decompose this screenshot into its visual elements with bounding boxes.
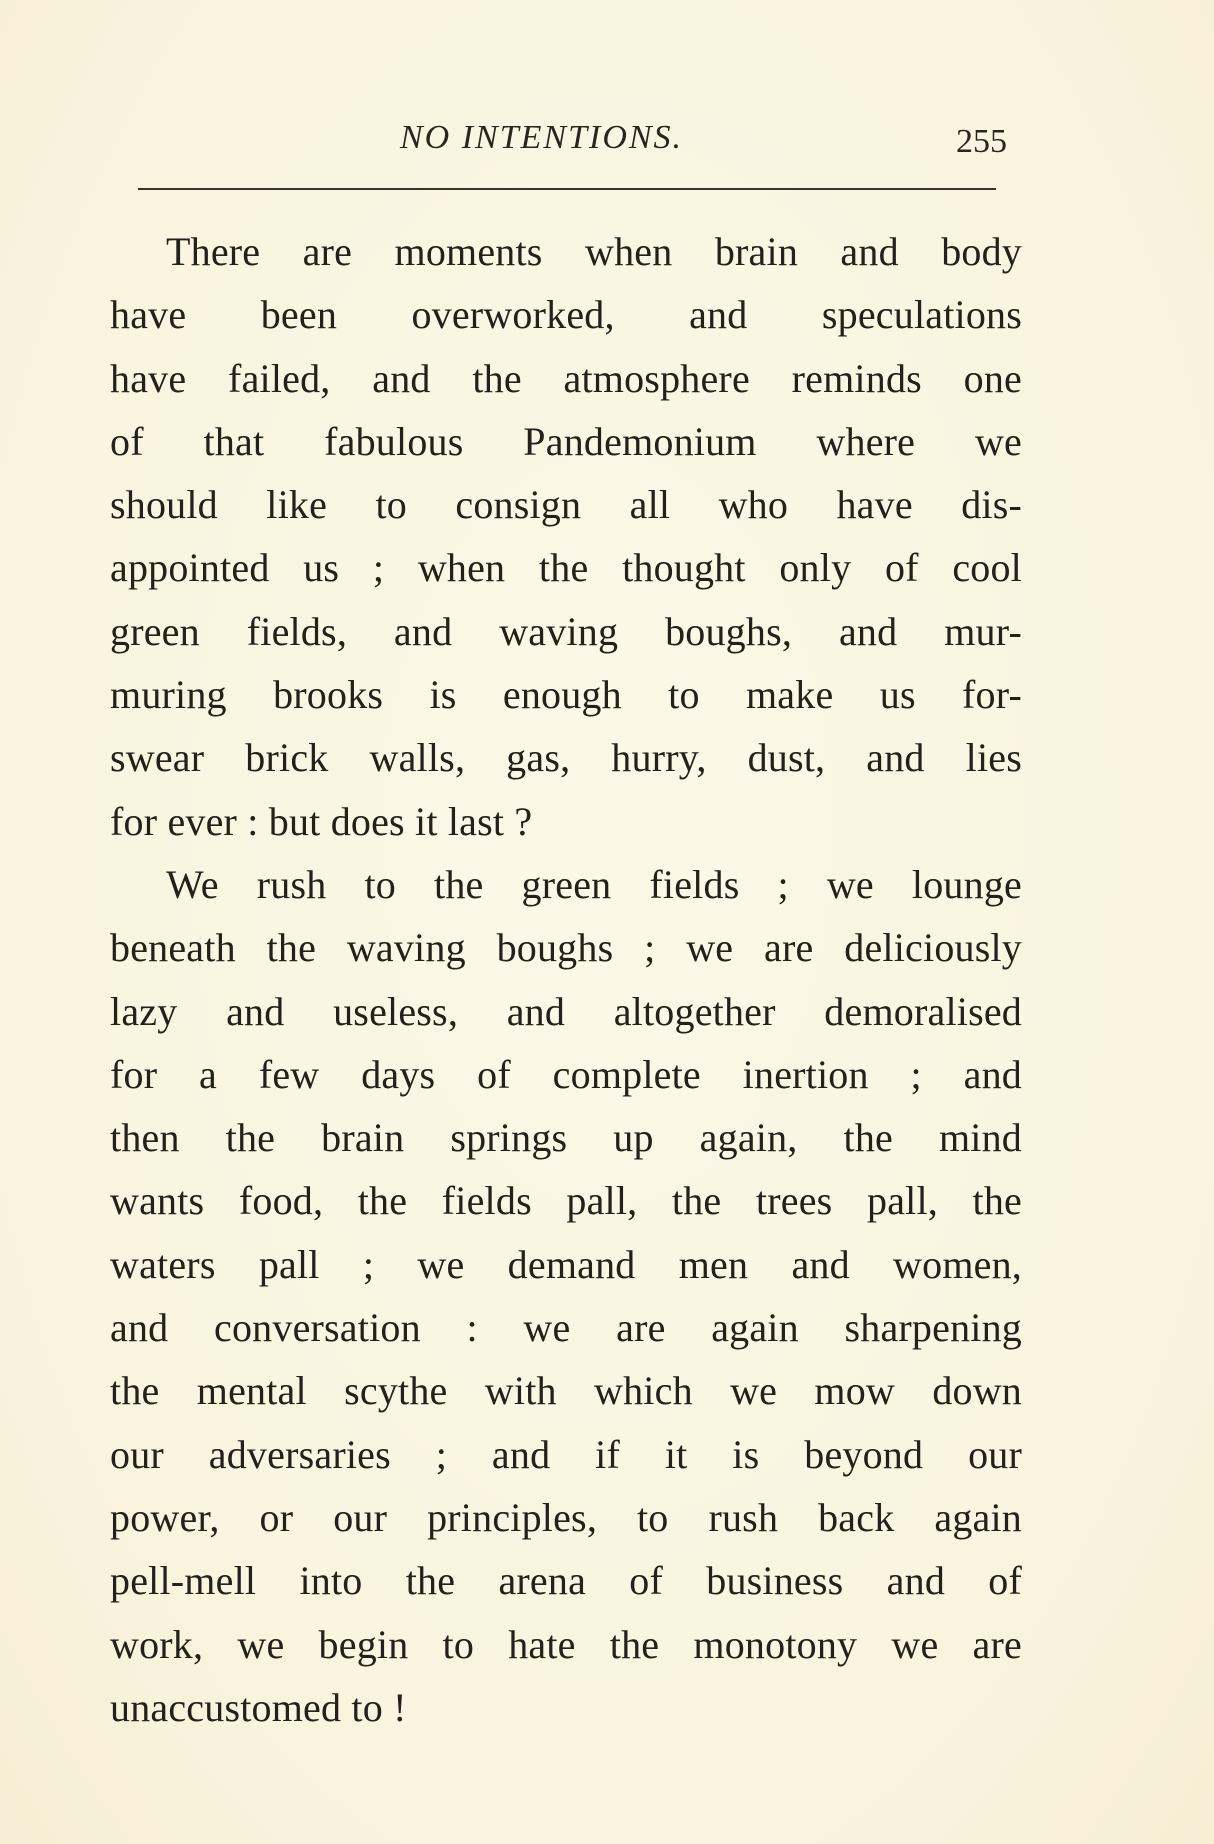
running-head (0, 118, 1214, 168)
text-line: muring brooks is enough to make us for- (110, 672, 1022, 718)
text-line: swear brick walls, gas, hurry, dust, and lies (110, 735, 1022, 781)
text-line: have failed, and the atmosphere reminds one (110, 355, 1022, 401)
text-line: and conversation : we are again sharpening (110, 1305, 1022, 1351)
text-line: appointed us ; when the thought only of cool (110, 545, 1022, 591)
body-text (110, 220, 1022, 1739)
running-head-title: NO INTENTIONS. (400, 119, 684, 156)
text-line: unaccustomed to ! (110, 1684, 407, 1730)
text-line: We rush to the green fields ; we lounge (166, 861, 1022, 907)
text-line: waters pall ; we demand men and women, (110, 1241, 1022, 1287)
text-line: for a few days of complete inertion ; and (110, 1051, 1022, 1097)
header-rule (138, 188, 996, 190)
text-line: have been overworked, and speculations (110, 292, 1022, 338)
text-line: lazy and useless, and altogether demoralised (110, 988, 1022, 1034)
text-line: work, we begin to hate the monotony we are (110, 1621, 1022, 1667)
text-line: beneath the waving boughs ; we are deliciously (110, 925, 1022, 971)
text-line: should like to consign all who have dis- (110, 482, 1022, 528)
text-line: pell-mell into the arena of business and of (110, 1558, 1022, 1604)
page-number: 255 (956, 123, 1007, 160)
text-line: the mental scythe with which we mow down (110, 1368, 1022, 1414)
text-line: green fields, and waving boughs, and mur- (110, 608, 1022, 654)
text-line: then the brain springs up again, the mind (110, 1115, 1022, 1161)
text-line: of that fabulous Pandemonium where we (110, 418, 1022, 464)
text-line: There are moments when brain and body (166, 229, 1022, 274)
text-line: our adversaries ; and if it is beyond our (110, 1431, 1022, 1477)
text-line: power, or our principles, to rush back again (110, 1494, 1022, 1540)
text-line: for ever : but does it last ? (110, 798, 533, 844)
text-line: wants food, the fields pall, the trees pall, the (110, 1178, 1022, 1224)
